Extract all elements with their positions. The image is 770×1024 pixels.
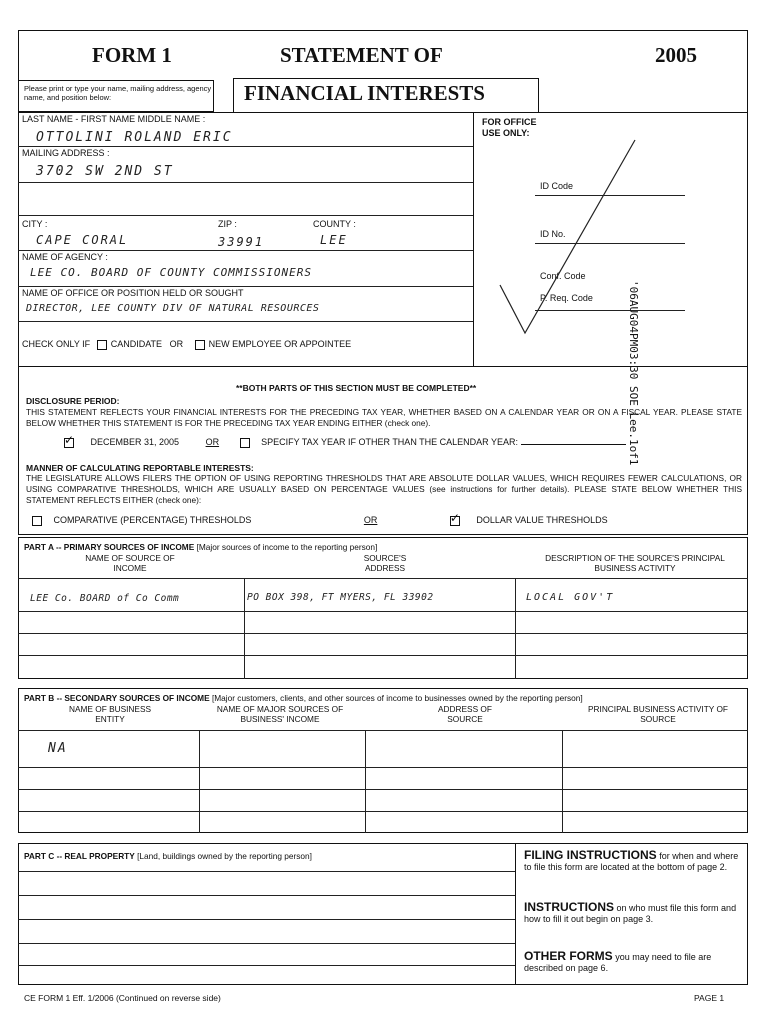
zip-label: ZIP : <box>218 219 237 229</box>
received-stamp: '06AUG04PM03:30 SOE Lee.1of1 <box>627 280 640 466</box>
part-a-col-line <box>515 578 516 679</box>
part-b-col-line <box>562 730 563 833</box>
new-employee-checkbox[interactable] <box>195 340 205 350</box>
candidate-checkbox[interactable] <box>97 340 107 350</box>
part-a-title: PART A -- PRIMARY SOURCES OF INCOME <box>24 542 195 552</box>
instr-title: INSTRUCTIONS <box>524 900 614 914</box>
part-a-subtitle: [Major sources of income to the reporting person] <box>196 542 378 552</box>
disclosure-period-text: THIS STATEMENT REFLECTS YOUR FINANCIAL INTERESTS FOR THE PRECEDING TAX YEAR, WHETHER BASED ON A CALENDAR YEAR OR ON A FISCAL YEAR. PLEASE STATE BELOW WHETHER THIS STATEMENT IS FOR THE PRECEDING TAX YEAR ENDING EITHER (check one). <box>26 407 742 428</box>
agency-label: NAME OF AGENCY : <box>22 252 108 262</box>
part-a-col-line <box>244 578 245 679</box>
filing-title: FILING INSTRUCTIONS <box>524 848 657 862</box>
part-a-heading <box>24 542 377 552</box>
comparative-label: COMPARATIVE (PERCENTAGE) THRESHOLDS <box>53 515 252 525</box>
row-line <box>18 321 473 322</box>
part-a-row1-desc[interactable]: LOCAL GOV'T <box>526 592 615 603</box>
candidate-label: CANDIDATE <box>110 339 163 349</box>
who-must-file <box>524 902 740 925</box>
specify-field[interactable] <box>521 444 626 445</box>
part-b-col-line <box>365 730 366 833</box>
other-text: you may need to file are described on page 6. <box>524 952 712 973</box>
part-c-row-line <box>18 943 515 944</box>
part-b-col2: NAME OF MAJOR SOURCES OF BUSINESS' INCOME <box>216 704 344 724</box>
part-b-heading <box>24 693 583 703</box>
part-c-heading <box>24 851 312 861</box>
row-line <box>18 215 473 216</box>
office-label: NAME OF OFFICE OR POSITION HELD OR SOUGHT <box>22 288 244 298</box>
dec31-label: DECEMBER 31, 2005 <box>90 437 180 447</box>
or-label: OR <box>363 515 378 525</box>
part-b-header-line <box>18 730 748 731</box>
part-b-col4: PRINCIPAL BUSINESS ACTIVITY OF SOURCE <box>587 704 728 724</box>
part-a-row-line <box>18 655 748 656</box>
part-c-title: PART C -- REAL PROPERTY <box>24 851 135 861</box>
part-c-row-line <box>18 895 515 896</box>
new-employee-label: NEW EMPLOYEE OR APPOINTEE <box>208 339 352 349</box>
comparative-checkbox[interactable] <box>32 516 42 526</box>
part-a-row1-name[interactable]: LEE Co. BOARD of Co Comm <box>30 593 180 604</box>
part-b-title: PART B -- SECONDARY SOURCES OF INCOME <box>24 693 210 703</box>
county-field[interactable]: LEE <box>320 233 348 247</box>
dollar-label: DOLLAR VALUE THRESHOLDS <box>476 515 608 525</box>
conf-code-label: Conf. Code <box>540 271 586 281</box>
filing-instructions <box>524 850 740 873</box>
specify-checkbox[interactable] <box>240 438 250 448</box>
id-code-label: ID Code <box>540 181 574 191</box>
part-b-col3: ADDRESS OF SOURCE <box>438 704 492 724</box>
dec31-checkbox[interactable] <box>64 438 74 448</box>
part-b-col-line <box>199 730 200 833</box>
check-only-row <box>22 339 351 350</box>
row-line <box>18 286 473 287</box>
footer-left: CE FORM 1 Eff. 1/2006 (Continued on reverse side) <box>24 993 221 1003</box>
part-a-header-line <box>18 578 748 579</box>
tax-year-row <box>60 437 740 448</box>
id-no-label: ID No. <box>540 229 566 239</box>
row-line <box>18 182 473 183</box>
county-label: COUNTY : <box>313 219 356 229</box>
part-c-divider <box>515 843 516 985</box>
or-label: OR <box>169 339 184 349</box>
manner-heading: MANNER OF CALCULATING REPORTABLE INTERESTS: <box>26 463 254 473</box>
print-instructions: Please print or type your name, mailing address, agency name, and position below: <box>24 84 212 102</box>
form-label: FORM 1 <box>92 43 172 67</box>
part-a-row-line <box>18 633 748 634</box>
city-label: CITY : <box>22 219 48 229</box>
agency-field[interactable]: LEE CO. BOARD OF COUNTY COMMISSIONERS <box>30 266 313 279</box>
part-b-row1-name[interactable]: NA <box>48 741 68 756</box>
part-c-row-line <box>18 965 515 966</box>
part-c-row-line <box>18 871 515 872</box>
part-a-row-line <box>18 611 748 612</box>
name-label: LAST NAME - FIRST NAME MIDDLE NAME : <box>22 114 206 124</box>
title-line1: STATEMENT OF <box>280 43 443 67</box>
other-title: OTHER FORMS <box>524 949 613 963</box>
both-parts-note: **BOTH PARTS OF THIS SECTION MUST BE COMPLETED** <box>236 383 477 393</box>
part-a-col3: DESCRIPTION OF THE SOURCE'S PRINCIPAL BUSINESS ACTIVITY <box>545 553 725 573</box>
part-a-col2: SOURCE'S ADDRESS <box>363 553 407 573</box>
dollar-checkbox[interactable] <box>450 516 460 526</box>
part-b-row-line <box>18 767 748 768</box>
office-use-divider <box>473 112 474 367</box>
part-b-row-line <box>18 789 748 790</box>
part-c-subtitle: [Land, buildings owned by the reporting person] <box>137 851 312 861</box>
footer-page: PAGE 1 <box>694 993 725 1003</box>
mailing-field[interactable]: 3702 SW 2ND ST <box>36 164 174 179</box>
office-use-label: FOR OFFICE USE ONLY: <box>482 117 537 138</box>
filing-text: for when and where to file this form are located at the bottom of page 2. <box>524 851 739 872</box>
other-forms <box>524 951 740 974</box>
part-b-subtitle: [Major customers, clients, and other sources of income to businesses owned by the reporting person] <box>211 693 583 703</box>
city-field[interactable]: CAPE CORAL <box>36 233 129 247</box>
disclosure-period-heading: DISCLOSURE PERIOD: <box>26 396 120 406</box>
or-label: OR <box>205 437 220 447</box>
title-line2: FINANCIAL INTERESTS <box>244 81 485 105</box>
check-only-label: CHECK ONLY IF <box>22 339 91 349</box>
p-req-code-label: P. Req. Code <box>540 293 593 303</box>
part-c-row-line <box>18 919 515 920</box>
row-line <box>18 250 473 251</box>
threshold-row <box>28 515 728 526</box>
office-field[interactable]: DIRECTOR, LEE COUNTY DIV OF NATURAL RESOURCES <box>26 303 320 314</box>
manner-text: THE LEGISLATURE ALLOWS FILERS THE OPTION OF USING REPORTING THRESHOLDS THAT ARE ABSOLUTE DOLLAR VALUES, WHICH REQUIRES FEWER CALCULATIONS, OR USING COMPARATIVE THRESHOLDS, WHICH ARE USUALLY BASED ON PERCENTAGE VALUES (see instructions for further details). PLEASE STATE BELOW WHETHER THIS STATEMENT REFLECTS EITHER (check one): <box>26 473 742 505</box>
name-field[interactable]: OTTOLINI ROLAND ERIC <box>36 130 233 145</box>
part-b-row-line <box>18 811 748 812</box>
mailing-label: MAILING ADDRESS : <box>22 148 110 158</box>
part-b-col1: NAME OF BUSINESS ENTITY <box>68 704 152 724</box>
form-year: 2005 <box>655 43 697 67</box>
instr-text: on who must file this form and how to fill it out begin on page 3. <box>524 903 737 924</box>
row-line <box>18 146 473 147</box>
part-a-col1: NAME OF SOURCE OF INCOME <box>85 553 175 573</box>
part-a-row1-address[interactable]: PO BOX 398, FT MYERS, FL 33902 <box>247 592 434 603</box>
specify-label: SPECIFY TAX YEAR IF OTHER THAN THE CALENDAR YEAR: <box>261 437 519 447</box>
zip-field[interactable]: 33991 <box>218 235 265 249</box>
header-divider <box>18 112 748 113</box>
